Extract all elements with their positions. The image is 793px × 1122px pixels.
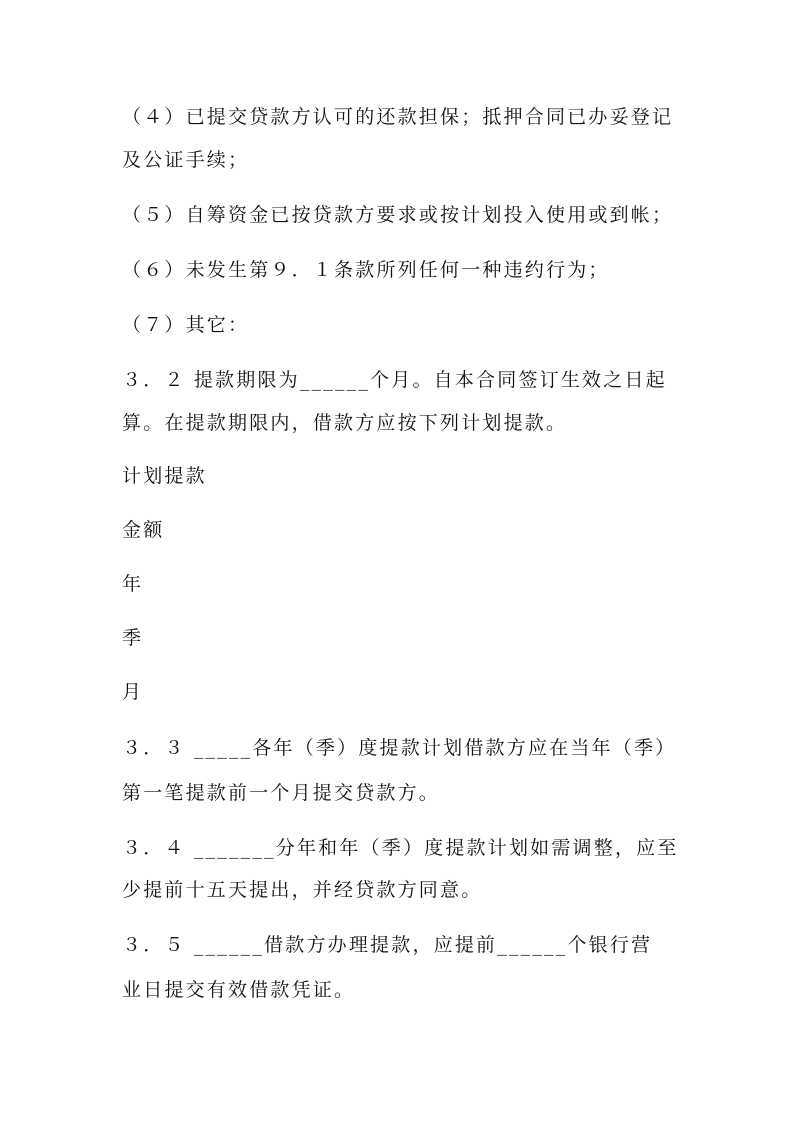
text-line: 算。在提款期限内，借款方应按下列计划提款。	[122, 412, 568, 434]
text-line: 金额	[122, 519, 165, 541]
text-line: ３．４ _______分年和年（季）度提款计划如需调整，应至	[122, 837, 679, 859]
text-line: 计划提款	[122, 465, 207, 487]
text-line: （７）其它：	[122, 314, 250, 336]
text-line: 少提前十五天提出，并经贷款方同意。	[122, 879, 483, 901]
text-line: ３．３ _____各年（季）度提款计划借款方应在当年（季）	[122, 737, 677, 759]
text-line: ３．２ 提款期限为______个月。自本合同签订生效之日起	[122, 369, 667, 391]
text-line: 及公证手续；	[122, 149, 250, 171]
text-line: 年	[122, 573, 144, 595]
text-line: ３．５ ______借款方办理提款，应提前______个银行营	[122, 934, 653, 956]
text-line: 第一笔提款前一个月提交贷款方。	[122, 782, 441, 804]
text-line: （６）未发生第９．１条款所列任何一种违约行为；	[122, 259, 610, 281]
text-line: （４）已提交贷款方认可的还款担保；抵押合同已办妥登记	[122, 106, 674, 128]
text-line: 季	[122, 627, 144, 649]
text-line: 业日提交有效借款凭证。	[122, 979, 356, 1001]
text-line: （５）自筹资金已按贷款方要求或按计划投入使用或到帐；	[122, 204, 674, 226]
text-line: 月	[122, 681, 144, 703]
